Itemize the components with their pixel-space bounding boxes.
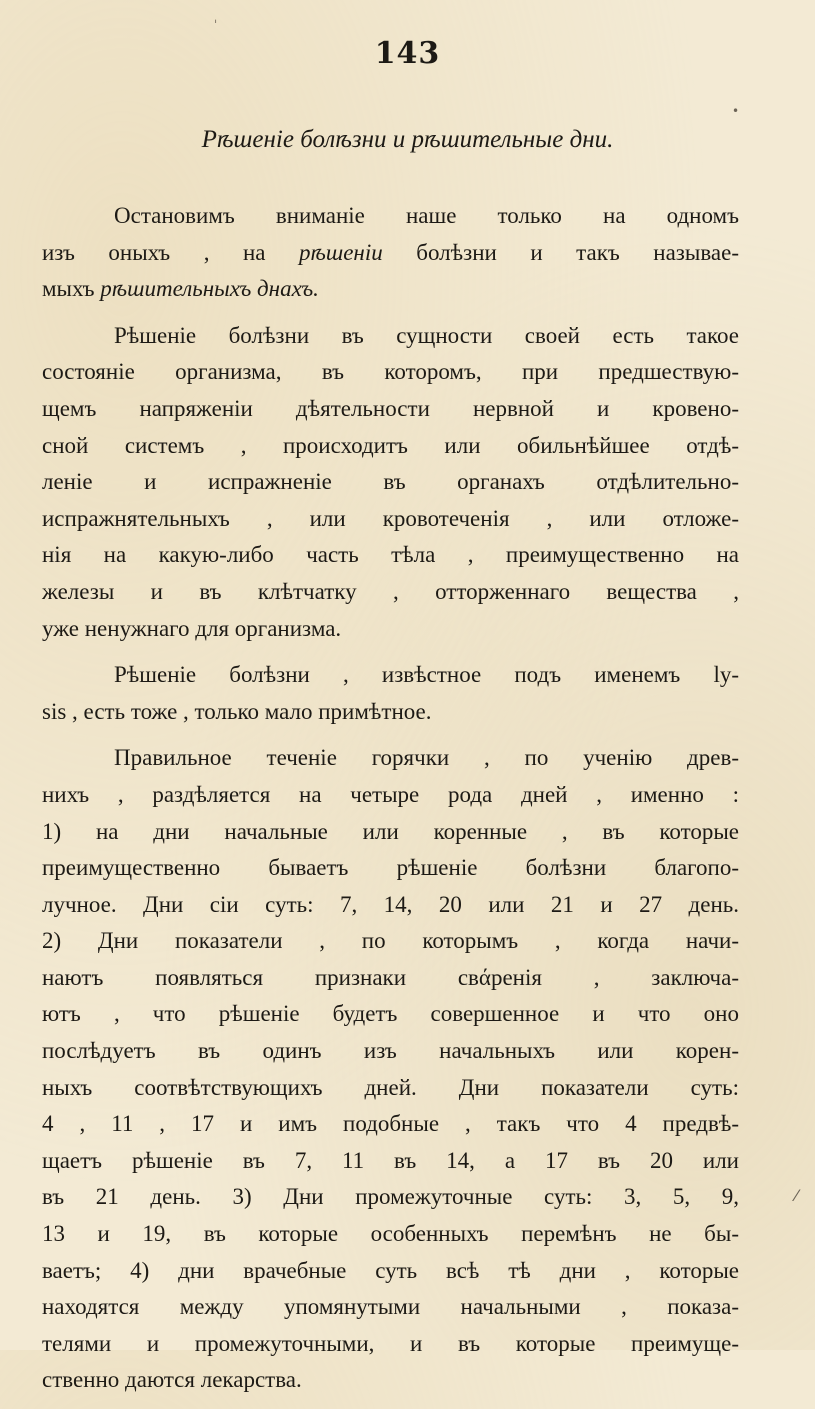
text-line [42,235,739,272]
text-segment: лучное. Дни сіи суть: 7, 14, 20 или 21 и 27 день. [42,891,739,917]
text-segment: ныхъ соотвѣтствующихъ дней. Дни показатели суть: [42,1074,739,1100]
paragraph [42,318,739,647]
text-line [42,391,739,428]
text-line [42,1070,739,1107]
text-segment: мыхъ [42,276,101,302]
text-segment: болѣзни и такъ называе- [382,239,739,265]
text-segment: ственно даются лекарства. [42,1367,302,1393]
text-segment: щаетъ рѣшеніе въ 7, 11 въ 14, а 17 въ 20 или [42,1147,739,1173]
text-segment: ютъ , что рѣшеніе будетъ совершенное и что оно [42,1001,739,1027]
text-segment: телями и промежуточными, и въ которые преимуще- [42,1330,739,1356]
text-line [42,354,739,391]
text-line [42,850,739,887]
text-line [42,777,739,814]
print-speck: ˈ [214,18,218,32]
text-segment: нія на какую-либо часть тѣла , преимущественно на [42,542,739,568]
text-line [42,923,739,960]
text-line [42,1362,739,1399]
text-segment: Остановимъ вниманіе наше только на одномъ [114,203,739,228]
section-heading: Рѣшеніе болѣзни и рѣшительные дни. [201,126,614,153]
text-segment: въ 21 день. 3) Дни промежуточные суть: 3, 5, 9, [42,1184,739,1210]
text-line [42,1253,739,1290]
text-line [42,1143,739,1180]
text-line [42,611,739,648]
text-segment: щемъ напряженіи дѣятельности нервной и кровено- [42,395,739,421]
paragraph [42,198,739,308]
text-segment: 13 и 19, въ которые особенныхъ перемѣнъ не бы- [42,1221,739,1247]
text-line [42,537,739,574]
text-segment: наютъ появляться признаки свάренія , заключа- [42,964,739,990]
text-segment: Правильное теченіе горячки , по ученію древ- [114,745,739,771]
text-segment: sis , есть тоже , только мало примѣтное. [42,698,432,724]
text-line [42,740,739,777]
text-segment: Рѣшеніе болѣзни въ сущности своей есть такое [114,322,739,348]
text-segment: 1) на дни начальные или коренные , въ которые [42,818,739,844]
text-segment: состояніе организма, въ которомъ, при предшествую- [42,359,739,385]
body-text [42,198,739,1409]
text-line [42,1179,739,1216]
text-line [42,1106,739,1143]
margin-mark: ⁄ [795,1186,798,1205]
text-line [42,1033,739,1070]
text-line [42,198,739,235]
text-line [42,657,739,694]
text-segment: сной системъ , происходитъ или обильнѣйшее отдѣ- [42,432,739,458]
text-line [42,318,739,355]
text-line [42,1216,739,1253]
text-line [42,814,739,851]
paragraph [42,657,739,730]
text-line [42,694,739,731]
text-segment: железы и въ клѣтчатку , отторженнаго вещества , [42,578,739,604]
text-segment: уже ненужнаго для организма. [42,615,342,641]
text-segment: Рѣшеніе болѣзни , извѣстное подъ именемъ ly- [114,662,739,688]
text-segment: преимущественно бываетъ рѣшеніе болѣзни благопо- [42,855,739,881]
text-line [42,464,739,501]
text-segment: нихъ , раздѣляется на четыре рода дней , именно : [42,781,739,807]
text-line [42,271,739,308]
text-line [42,428,739,465]
text-line [42,960,739,997]
text-segment: находятся между упомянутыми начальными , показа- [42,1294,739,1320]
text-segment: изъ оныхъ , на [42,239,300,265]
text-line [42,574,739,611]
paragraph [42,740,739,1399]
text-line [42,501,739,538]
text-line [42,996,739,1033]
page-number: 143 [374,36,441,71]
text-segment: ваетъ; 4) дни врачебные суть всѣ тѣ дни , которые [42,1257,739,1283]
text-line [42,887,739,924]
text-segment: испражнятельныхъ , или кровотеченія , или отложе- [42,505,739,531]
text-line [42,1326,739,1363]
text-segment: леніе и испражненіе въ органахъ отдѣлительно- [42,469,739,495]
text-line [42,1289,739,1326]
print-speck: • [732,104,740,118]
text-segment: 2) Дни показатели , по которымъ , когда начи- [42,928,739,954]
italic-term: рѣшеніи [299,239,383,265]
italic-term: рѣшительныхъ днахъ. [100,276,319,302]
text-segment: 4 , 11 , 17 и имъ подобные , такъ что 4 предвѣ- [42,1111,739,1137]
text-segment: послѣдуетъ въ одинъ изъ начальныхъ или корен- [42,1038,739,1064]
